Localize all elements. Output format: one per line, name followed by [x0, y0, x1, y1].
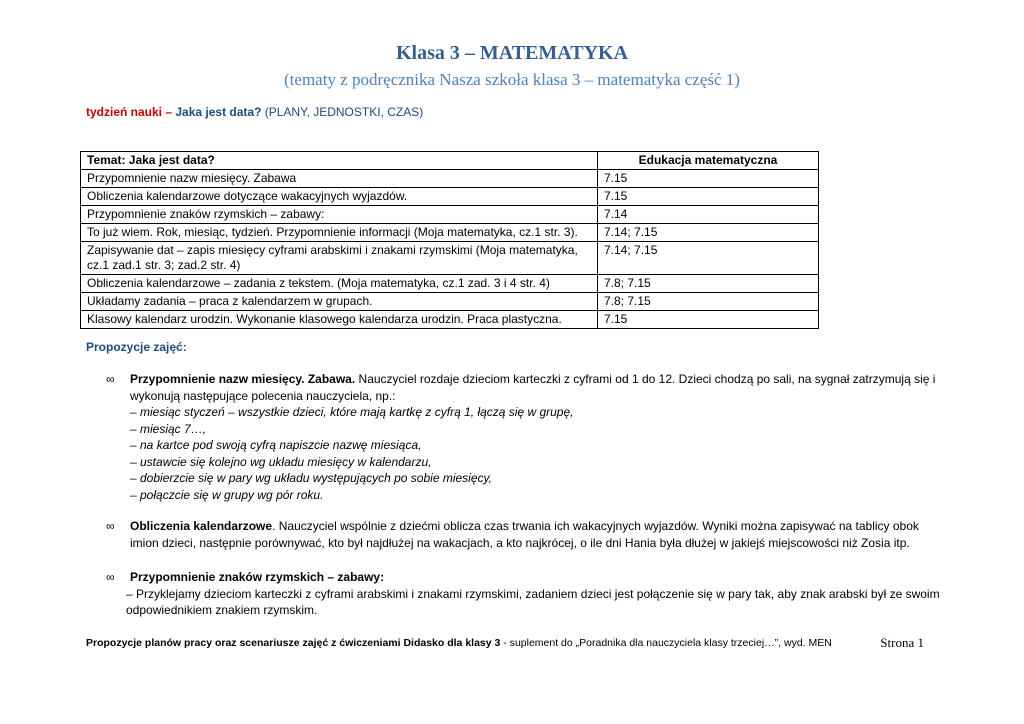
proposal-instruction: – miesiąc 7…, — [130, 421, 207, 436]
table-cell-topic: Klasowy kalendarz urodzin. Wykonanie klasowego kalendarza urodzin. Praca plastyczna. — [81, 311, 598, 329]
week-topic: Jaka jest data? — [175, 105, 262, 119]
footer-rest: - suplement do „Poradnika dla nauczyciela klasy trzeciej…”, wyd. MEN — [500, 637, 832, 649]
table-cell-code: 7.15 — [598, 311, 819, 329]
table-cell-topic: Obliczenia kalendarzowe – zadania z tekstem. (Moja matematyka, cz.1 zad. 3 i 4 str. 4) — [81, 275, 598, 293]
proposal-item-months — [106, 371, 946, 503]
table-cell-topic: Układamy zadania – praca z kalendarzem w grupach. — [81, 293, 598, 311]
infinity-bullet-icon: ∞ — [106, 570, 115, 584]
infinity-bullet-icon: ∞ — [106, 372, 115, 386]
page-subtitle: (tematy z podręcznika Nasza szkoła klasa 3 – matematyka część 1) — [284, 70, 740, 89]
proposal-item-roman — [106, 569, 946, 619]
proposal-item-calendar — [106, 518, 946, 551]
table-cell-topic: Zapisywanie dat – zapis miesięcy cyframi arabskimi i znakami rzymskimi (Moja matematyka, cz.1 zad.1 str. 3; zad.2 str. 4) — [81, 242, 598, 275]
proposal-lead: Przypomnienie nazw miesięcy. Zabawa. — [130, 372, 356, 386]
proposal-body — [130, 371, 946, 503]
footer-bold: Propozycje planów pracy oraz scenariusze zajęć z ćwiczeniami Didasko dla klasy 3 — [86, 637, 501, 649]
proposal-text: . Nauczyciel wspólnie z dziećmi oblicza czas trwania ich wakacyjnych wyjazdów. Wyniki można zapisywać na tablicy obok imion dzieci, następnie porównywać, kto był najdłużej na wakacjach, a kto najkrócej, o ile dni Hania była dłużej w jakiejś miejscowości niż Zosia itp. — [130, 519, 919, 550]
week-label: tydzień nauki – — [86, 105, 176, 119]
table-cell-code: 7.15 — [598, 188, 819, 206]
page-title: Klasa 3 – MATEMATYKA — [395, 42, 629, 64]
week-line — [86, 105, 423, 119]
table-cell-code: 7.8; 7.15 — [598, 293, 819, 311]
table-cell-code: 7.14; 7.15 — [598, 242, 819, 275]
proposal-body — [130, 518, 946, 551]
proposal-instruction: – połączcie się w grupy wg pór roku. — [130, 487, 324, 502]
table-header-topic: Temat: Jaka jest data? — [81, 152, 598, 170]
proposal-instruction: – na kartce pod swoją cyfrą napiszcie nazwę miesiąca, — [130, 438, 422, 452]
proposal-text: Nauczyciel rozdaje dzieciom karteczki z cyframi od 1 do 12. Dzieci chodzą po sali, na sygnał zatrzymują się i wykonują następujące polecenia nauczyciela, np.: — [130, 372, 936, 403]
proposal-lead: Obliczenia kalendarzowe — [130, 519, 273, 533]
table-cell-code: 7.15 — [598, 170, 819, 188]
table-row — [81, 188, 819, 206]
proposals-heading: Propozycje zajęć: — [86, 340, 187, 354]
table-cell-topic: Przypomnienie znaków rzymskich – zabawy: — [81, 206, 598, 224]
table-cell-code: 7.14; 7.15 — [598, 224, 819, 242]
week-extra: (PLANY, JEDNOSTKI, CZAS) — [261, 105, 424, 119]
table-row — [81, 275, 819, 293]
page-footer — [86, 637, 924, 649]
table-header-education: Edukacja matematyczna — [598, 152, 819, 170]
proposal-body — [126, 569, 946, 619]
proposal-instruction: – Przyklejamy dzieciom karteczki z cyframi arabskimi i znakami rzymskimi, zadaniem dzieci jest połączenie się w pary tak, aby znak arabski był ze swoim odpowiednikiem znakiem rzymskim. — [126, 586, 940, 617]
table-row — [81, 224, 819, 242]
table-row — [81, 293, 819, 311]
topics-table — [80, 151, 819, 329]
table-row — [81, 206, 819, 224]
table-header-row — [81, 152, 819, 170]
table-cell-code: 7.8; 7.15 — [598, 275, 819, 293]
proposal-instruction: – ustawcie się kolejno wg układu miesięcy w kalendarzu, — [130, 454, 432, 469]
table-cell-topic: Obliczenia kalendarzowe dotyczące wakacyjnych wyjazdów. — [81, 188, 598, 206]
table-cell-topic: Przypomnienie nazw miesięcy. Zabawa — [81, 170, 598, 188]
proposal-instruction: – miesiąc styczeń – wszystkie dzieci, które mają kartkę z cyfrą 1, łączą się w grupę, — [130, 405, 574, 419]
table-cell-topic: To już wiem. Rok, miesiąc, tydzień. Przypomnienie informacji (Moja matematyka, cz.1 str. 3). — [81, 224, 598, 242]
table-row — [81, 311, 819, 329]
proposal-lead: Przypomnienie znaków rzymskich – zabawy: — [130, 570, 385, 584]
proposal-instruction: – dobierzcie się w pary wg układu występujących po sobie miesięcy, — [130, 471, 492, 485]
infinity-bullet-icon: ∞ — [106, 519, 115, 533]
table-row — [81, 242, 819, 275]
table-cell-code: 7.14 — [598, 206, 819, 224]
table-row — [81, 170, 819, 188]
page-number: Strona 1 — [880, 635, 924, 650]
